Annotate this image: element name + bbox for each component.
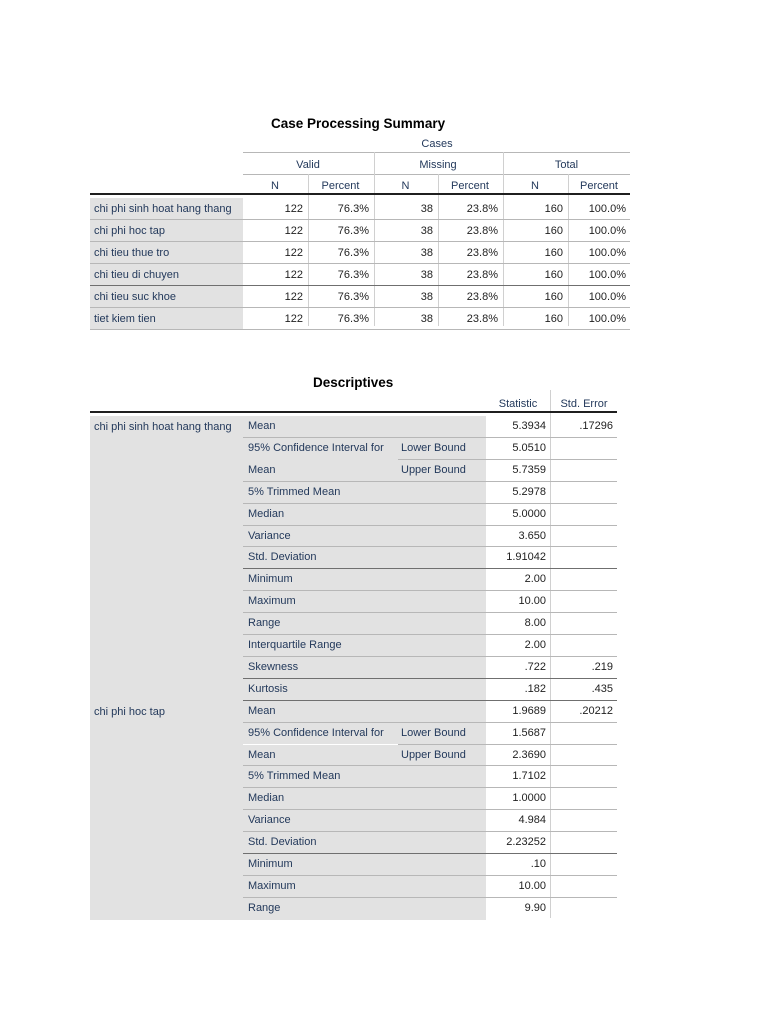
statistic-label: Median xyxy=(243,504,486,526)
statistic-label: Maximum xyxy=(243,591,486,613)
statistic-value: 1.7102 xyxy=(512,770,546,783)
std-error-value: .17296 xyxy=(579,420,613,432)
table-cell: 23.8% xyxy=(466,269,498,281)
table-cell: 122 xyxy=(284,247,303,259)
column-header: Percent xyxy=(451,180,489,192)
table-cell: 76.3% xyxy=(337,247,369,259)
statistic-label: Variance xyxy=(243,526,486,548)
row-label: tiet kiem tien xyxy=(90,308,243,330)
column-header: N xyxy=(531,180,539,192)
std-error-value: .219 xyxy=(591,660,613,673)
statistic-label: Range xyxy=(243,613,486,635)
std-error-value xyxy=(551,745,613,767)
statistic-label: 95% Confidence Interval for xyxy=(243,438,398,460)
std-error-value xyxy=(551,635,613,657)
statistic-label: Mean xyxy=(243,701,486,723)
statistic-value: 10.00 xyxy=(518,595,546,608)
statistic-value: .10 xyxy=(530,858,546,870)
table-cell: 38 xyxy=(420,313,433,325)
statistic-label: 5% Trimmed Mean xyxy=(243,482,486,504)
table-cell: 76.3% xyxy=(337,203,369,215)
table-cell: 76.3% xyxy=(337,313,369,325)
statistic-value: .182 xyxy=(524,682,546,695)
statistic-value: 9.90 xyxy=(524,901,546,914)
std-error-header: Std. Error xyxy=(560,398,608,410)
std-error-value xyxy=(551,526,613,548)
variable-label: chi phi hoc tap xyxy=(90,701,243,920)
statistic-value: .722 xyxy=(524,660,546,673)
table-cell: 23.8% xyxy=(466,247,498,259)
statistic-value: 1.0000 xyxy=(512,792,546,805)
table-cell: 38 xyxy=(420,269,433,281)
std-error-value xyxy=(551,876,613,898)
header-divider xyxy=(243,174,630,175)
table-cell: 160 xyxy=(544,247,563,259)
header-bottom-border xyxy=(90,193,630,195)
std-error-value: .435 xyxy=(591,682,613,695)
table-cell: 100.0% xyxy=(588,247,626,259)
statistic-label: Mean xyxy=(243,416,486,438)
table-cell: 100.0% xyxy=(588,269,626,281)
column-header: Percent xyxy=(580,180,618,192)
statistic-label: Median xyxy=(243,788,486,810)
table-cell: 100.0% xyxy=(588,203,626,215)
table-cell: 160 xyxy=(544,203,563,215)
statistic-label: Kurtosis xyxy=(243,679,486,701)
statistic-label: Std. Deviation xyxy=(243,832,486,854)
statistic-label: 95% Confidence Interval for xyxy=(243,723,398,745)
table-cell: 76.3% xyxy=(337,269,369,281)
statistic-value: 5.0000 xyxy=(512,507,546,520)
std-error-value xyxy=(551,547,613,569)
table-cell: 160 xyxy=(544,269,563,281)
statistic-value: 5.2978 xyxy=(512,485,546,498)
case-summary-title: Case Processing Summary xyxy=(271,116,446,131)
statistic-value: 2.23252 xyxy=(506,836,546,849)
row-label: chi tieu suc khoe xyxy=(90,286,243,308)
cases-header: Cases xyxy=(421,138,453,150)
std-error-value xyxy=(551,482,613,504)
statistic-label: 5% Trimmed Mean xyxy=(243,766,486,788)
std-error-value xyxy=(551,854,613,876)
std-error-value xyxy=(551,766,613,788)
table-cell: 23.8% xyxy=(466,225,498,237)
table-cell: 23.8% xyxy=(466,203,498,215)
statistic-value: 1.9689 xyxy=(512,704,546,717)
statistic-value: 4.984 xyxy=(518,814,546,827)
statistic-value: 2.3690 xyxy=(512,748,546,761)
statistic-value: 5.7359 xyxy=(512,463,546,476)
statistic-label: Mean xyxy=(243,460,398,482)
table-cell: 100.0% xyxy=(588,291,626,303)
column-header: N xyxy=(271,180,279,192)
std-error-value xyxy=(551,898,613,920)
statistic-value: 5.3934 xyxy=(512,420,546,432)
descriptives-title: Descriptives xyxy=(313,375,394,390)
statistic-value: 1.91042 xyxy=(506,551,546,564)
table-cell: 23.8% xyxy=(466,313,498,325)
statistic-value: 8.00 xyxy=(524,617,546,630)
table-cell: 122 xyxy=(284,291,303,303)
std-error-value xyxy=(551,613,613,635)
table-cell: 38 xyxy=(420,225,433,237)
statistic-value: 3.650 xyxy=(518,529,546,542)
std-error-value xyxy=(551,591,613,613)
variable-label: chi phi sinh hoat hang thang xyxy=(90,416,243,701)
group-header: Valid xyxy=(296,159,320,171)
statistic-header: Statistic xyxy=(498,398,538,410)
table-cell: 122 xyxy=(284,203,303,215)
table-cell: 160 xyxy=(544,313,563,325)
group-header: Total xyxy=(554,159,579,171)
statistic-label: Mean xyxy=(243,745,398,767)
table-cell: 38 xyxy=(420,203,433,215)
statistic-value: 10.00 xyxy=(518,879,546,892)
row-label: chi phi sinh hoat hang thang xyxy=(90,198,243,220)
header-bottom-border xyxy=(90,411,617,413)
table-cell: 76.3% xyxy=(337,225,369,237)
table-cell: 76.3% xyxy=(337,291,369,303)
row-label: chi phi hoc tap xyxy=(90,220,243,242)
statistic-label: Maximum xyxy=(243,876,486,898)
std-error-value: .20212 xyxy=(579,704,613,717)
table-cell: 100.0% xyxy=(588,313,626,325)
table-cell: 122 xyxy=(284,313,303,325)
table-cell: 38 xyxy=(420,247,433,259)
statistic-value: 2.00 xyxy=(524,639,546,651)
std-error-value xyxy=(551,569,613,591)
statistic-value: 1.5687 xyxy=(512,726,546,739)
bound-label: Lower Bound xyxy=(398,723,486,745)
bound-label: Lower Bound xyxy=(398,438,486,460)
statistic-label: Minimum xyxy=(243,569,486,591)
statistic-label: Range xyxy=(243,898,486,920)
row-divider xyxy=(90,329,630,330)
table-cell: 122 xyxy=(284,225,303,237)
table-cell: 160 xyxy=(544,225,563,237)
bound-label: Upper Bound xyxy=(398,460,486,482)
std-error-value xyxy=(551,504,613,526)
table-cell: 38 xyxy=(420,291,433,303)
std-error-value xyxy=(551,788,613,810)
statistic-label: Std. Deviation xyxy=(243,547,486,569)
table-cell: 122 xyxy=(284,269,303,281)
bound-label: Upper Bound xyxy=(398,745,486,767)
std-error-value xyxy=(551,810,613,832)
column-header: Percent xyxy=(321,180,360,192)
row-label: chi tieu thue tro xyxy=(90,242,243,264)
group-header: Missing xyxy=(419,159,457,171)
statistic-value: 2.00 xyxy=(524,573,546,586)
column-header: N xyxy=(401,180,410,192)
statistic-label: Skewness xyxy=(243,657,486,679)
table-cell: 23.8% xyxy=(466,291,498,303)
row-label: chi tieu di chuyen xyxy=(90,264,243,286)
std-error-value xyxy=(551,460,613,482)
std-error-value xyxy=(551,832,613,854)
std-error-value xyxy=(551,438,613,460)
header-divider xyxy=(243,152,630,153)
statistic-label: Variance xyxy=(243,810,486,832)
statistic-label: Interquartile Range xyxy=(243,635,486,657)
table-cell: 100.0% xyxy=(588,225,626,237)
std-error-value xyxy=(551,723,613,745)
statistic-label: Minimum xyxy=(243,854,486,876)
table-cell: 160 xyxy=(544,291,563,303)
statistic-value: 5.0510 xyxy=(512,441,546,454)
